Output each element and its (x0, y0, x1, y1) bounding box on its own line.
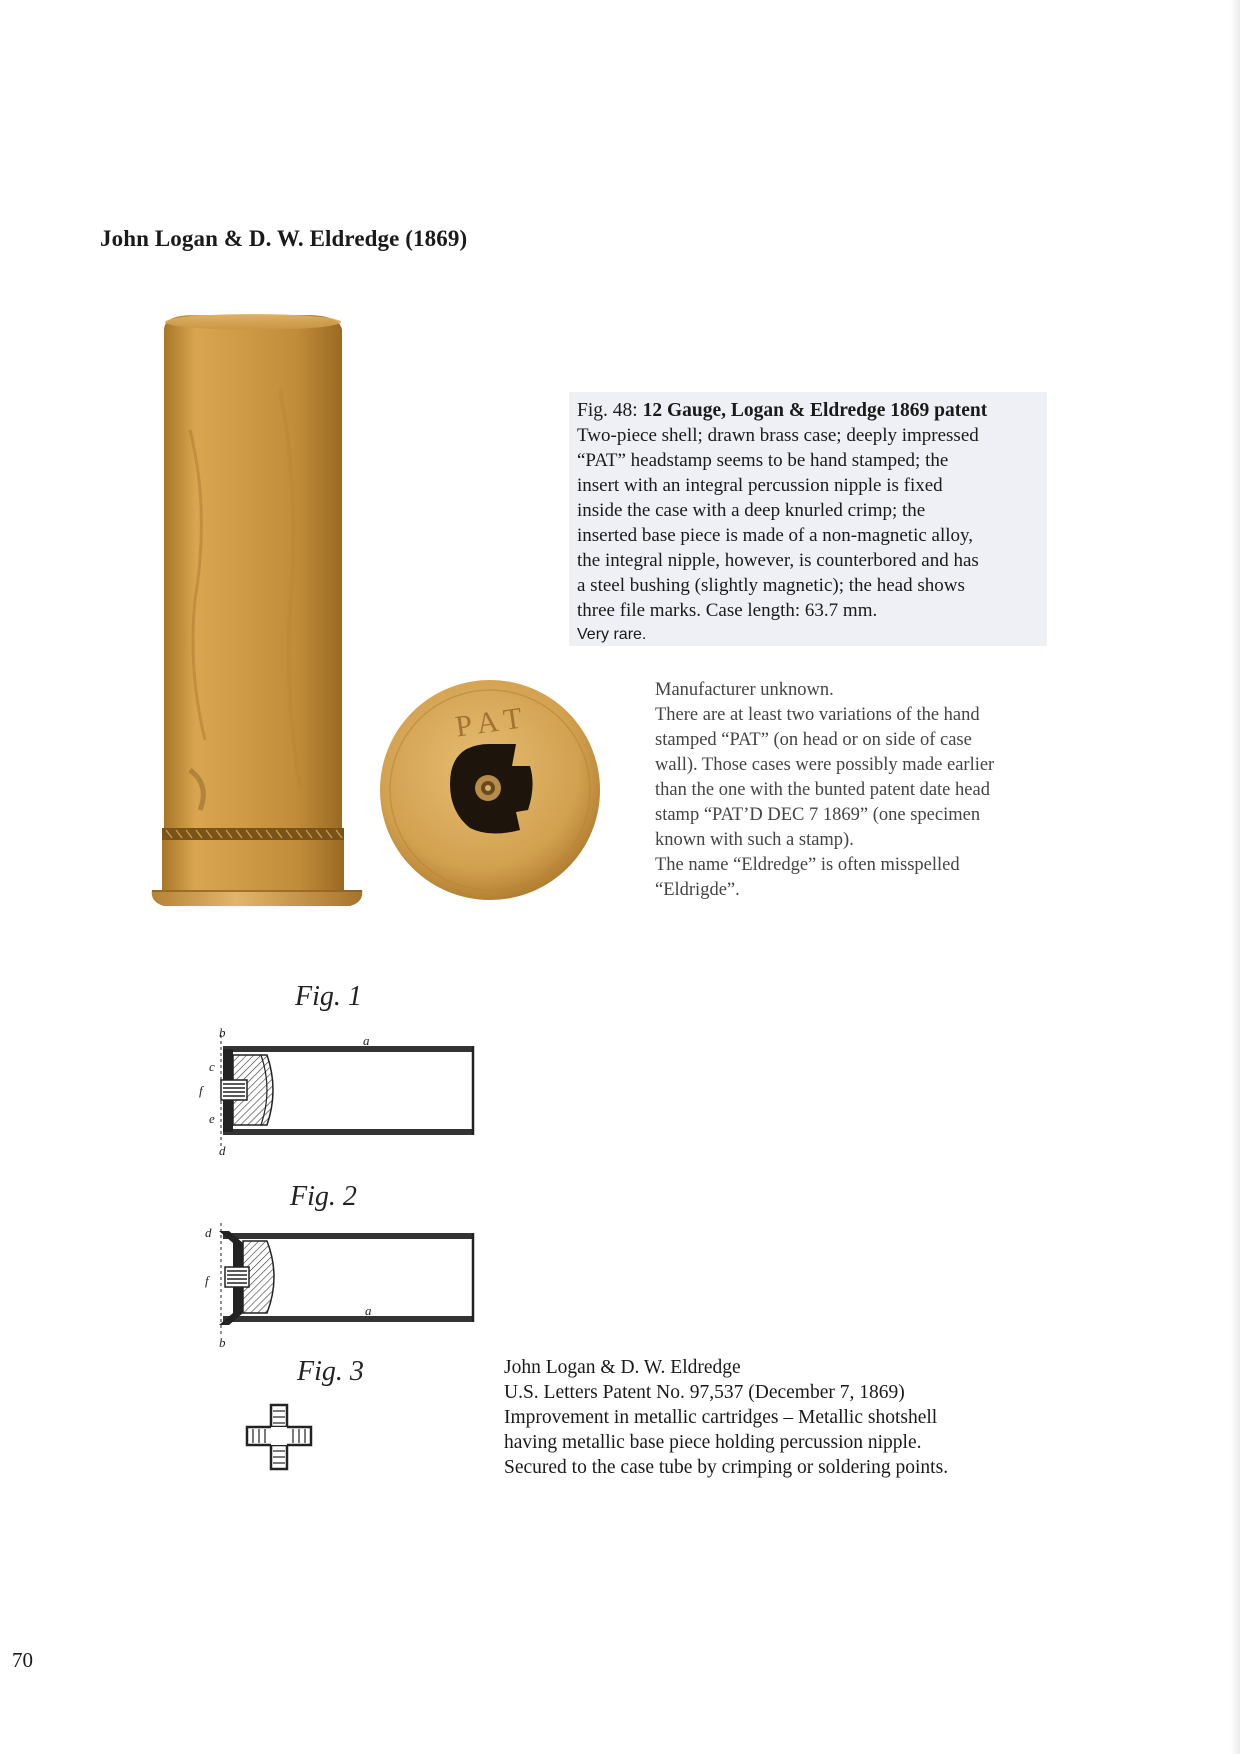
caption-line: inserted base piece is made of a non-magnetic alloy, (577, 525, 974, 546)
caption-fig-label: Fig. 48: (577, 400, 638, 421)
caption-line: a steel bushing (slightly magnetic); the head shows (577, 575, 965, 596)
patent-line: having metallic base piece holding percussion nipple. (504, 1432, 922, 1453)
caption-line: inside the case with a deep knurled crimp; the (577, 500, 926, 521)
notes-line: Manufacturer unknown. (655, 680, 834, 700)
fig1-letter-f: f (199, 1083, 203, 1098)
caption-body (577, 423, 1039, 623)
patent-drawings (185, 975, 485, 1480)
fig2-label: Fig. 2 (290, 1181, 357, 1212)
patent-info (504, 1355, 1024, 1480)
fig1-label: Fig. 1 (295, 981, 362, 1012)
caption-line: three file marks. Case length: 63.7 mm. (577, 600, 878, 621)
patent-line: Improvement in metallic cartridges – Metallic shotshell (504, 1407, 938, 1428)
notes-line: “Eldrigde”. (655, 880, 740, 900)
notes-line: wall). Those cases were possibly made earlier (655, 755, 995, 775)
patent-line: U.S. Letters Patent No. 97,537 (December 7, 1869) (504, 1382, 905, 1403)
patent-line: John Logan & D. W. Eldredge (504, 1357, 741, 1378)
notes-line: known with such a stamp). (655, 830, 854, 850)
fig1-letter-d: d (219, 1143, 226, 1158)
caption-title (577, 398, 1039, 423)
headstamp-text: P A T (453, 701, 525, 744)
fig1-drawing (199, 1025, 473, 1158)
fig2-letter-d: d (205, 1225, 212, 1240)
page-edge-shadow (1230, 0, 1240, 1754)
caption-fig-title: 12 Gauge, Logan & Eldredge 1869 patent (642, 400, 988, 421)
caption-rarity: Very rare. (577, 626, 647, 643)
notes-line: stamped “PAT” (on head or on side of case (655, 730, 972, 750)
notes-line: than the one with the bunted patent date head (655, 780, 990, 800)
page-number: 70 (12, 1648, 33, 1672)
manufacturer-notes (655, 678, 1065, 903)
notes-line: stamp “PAT’D DEC 7 1869” (one specimen (655, 805, 981, 825)
fig1-letter-b: b (219, 1025, 226, 1040)
patent-line: Secured to the case tube by crimping or soldering points. (504, 1457, 949, 1478)
fig2-letter-b: b (219, 1335, 226, 1350)
caption-line: Two-piece shell; drawn brass case; deeply impressed (577, 425, 979, 446)
shotshell-side-photo (150, 310, 365, 912)
fig1-letter-c: c (209, 1059, 215, 1074)
figure-caption-box (569, 392, 1047, 646)
caption-line: insert with an integral percussion nipple is fixed (577, 475, 943, 496)
fig2-letter-a: a (365, 1303, 372, 1318)
notes-line: The name “Eldredge” is often misspelled (655, 855, 960, 875)
fig2-drawing (205, 1223, 473, 1350)
caption-line: “PAT” headstamp seems to be hand stamped; the (577, 450, 949, 471)
fig1-letter-a: a (363, 1033, 370, 1048)
fig1-letter-e: e (209, 1111, 215, 1126)
caption-line: the integral nipple, however, is counterbored and has (577, 550, 979, 571)
fig3-drawing (247, 1405, 311, 1469)
notes-line: There are at least two variations of the hand (655, 705, 980, 725)
page-title: John Logan & D. W. Eldredge (1869) (100, 226, 468, 251)
fig3-label: Fig. 3 (297, 1356, 364, 1387)
headstamp-photo (378, 678, 602, 902)
fig2-letter-f: f (205, 1273, 209, 1288)
